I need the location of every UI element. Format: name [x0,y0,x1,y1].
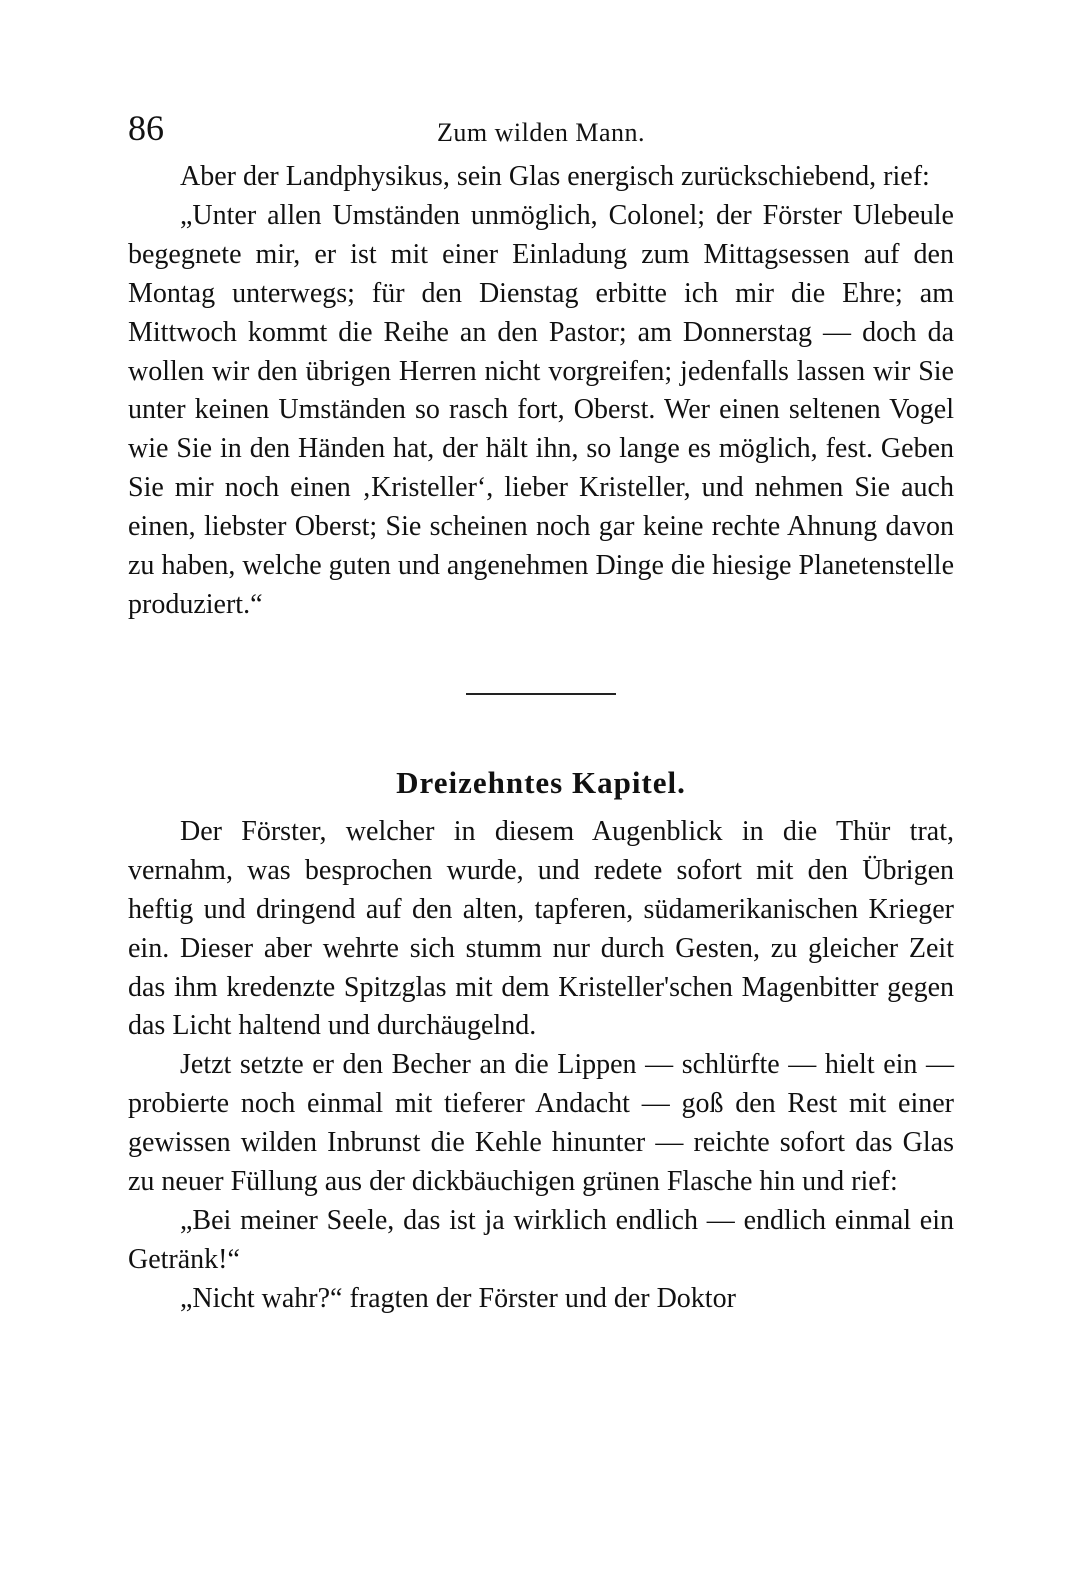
paragraph: Jetzt setzte er den Becher an die Lippen — schlürfte — hielt ein — probierte noch einmal mit tieferer Andacht — goß den Rest mit einer gewissen wilden Inbrunst die Kehle hinunter — reichte sofort das Glas zu neuer Füllung aus der dickbäuchigen grünen Flasche hin und rief: [128,1049,954,1198]
paragraph: Der Förster, welcher in diesem Augenblick in die Thür trat, vernahm, was besprochen wurde, und redete sofort mit den Übrigen heftig und dringend auf den alten, tapferen, südamerikanischen Krieger ein. Dieser aber wehrte sich stumm nur durch Gesten, zu gleicher Zeit das ihm kredenzte Spitzglas mit dem Kristeller'schen Magenbitter gegen das Licht haltend und durchäugelnd. [128,815,954,1042]
chapter-body [128,813,954,1319]
running-head [128,108,954,158]
running-title: Zum wilden Mann. [436,118,646,147]
section-divider [466,693,616,695]
paragraph: „Nicht wahr?“ fragten der Förster und der Doktor [180,1282,736,1314]
paragraph: Aber der Landphysikus, sein Glas energisch zurückschiebend, rief: [180,161,930,192]
book-page [128,108,954,1319]
page-number: 86 [128,108,164,148]
chapter-title: Dreizehntes Kapitel. [396,764,686,800]
paragraph: „Unter allen Umständen unmöglich, Colonel; der Förster Ulebeule begegnete mir, er ist mit einer Einladung zum Mittagsessen auf den Montag unterwegs; für den Dienstag erbitte ich mir die Ehre; am Mittwoch kommt die Reihe an den Pastor; am Donnerstag — doch da wollen wir den übrigen Herren nicht vorgreifen; jedenfalls lassen wir Sie unter keinen Umständen so rasch fort, Oberst. Wer einen seltenen Vogel wie Sie in den Händen hat, der hält ihn, so lange es möglich, fest. Geben Sie mir noch einen ‚Kristeller‘, lieber Kristeller, und nehmen Sie auch einen, liebster Oberst; Sie scheinen noch gar keine rechte Ahnung davon zu haben, welche guten und angenehmen Dinge die hiesige Planetenstelle produziert.“ [128,199,954,620]
paragraph: „Bei meiner Seele, das ist ja wirklich endlich — endlich einmal ein Getränk!“ [128,1204,954,1275]
